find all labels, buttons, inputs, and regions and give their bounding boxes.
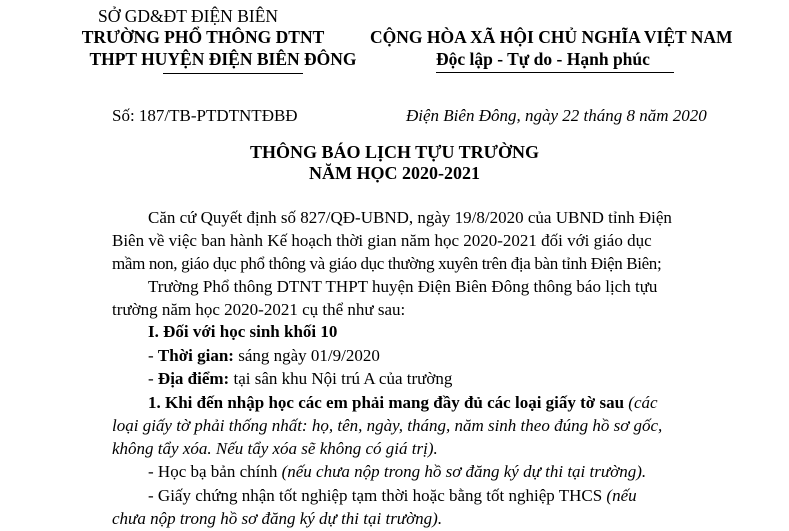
bullet-2-note-start: (nếu — [606, 486, 637, 505]
place-value: tại sân khu Nội trú A của trường — [229, 369, 453, 388]
bullet-2-line-2: chưa nộp trong hồ sơ đăng ký dự thi tại trường). — [112, 509, 443, 528]
national-motto: Độc lập - Tự do - Hạnh phúc — [436, 49, 650, 69]
time-value: sáng ngày 01/9/2020 — [233, 346, 380, 365]
place-and-date: Điện Biên Đông, ngày 22 tháng 8 năm 2020 — [406, 106, 707, 125]
bullet-1-note: (nếu chưa nộp trong hồ sơ đăng ký dự thi tại trường). — [281, 462, 647, 481]
country-name: CỘNG HÒA XÃ HỘI CHỦ NGHĨA VIỆT NAM — [370, 27, 733, 47]
paragraph-1-line-2: Biên về việc ban hành Kế hoạch thời gian năm học 2020-2021 đối với giáo dục — [112, 231, 652, 250]
school-name-line2: THPT HUYỆN ĐIỆN BIÊN ĐÔNG — [89, 49, 357, 69]
paragraph-1-line-1: Căn cứ Quyết định số 827/QĐ-UBND, ngày 19/8/2020 của UBND tỉnh Điện — [148, 208, 672, 227]
bullet-2 — [148, 486, 637, 506]
school-name-line1: TRƯỜNG PHỔ THÔNG DTNT — [81, 27, 325, 47]
document-title-line1: THÔNG BÁO LỊCH TỰU TRƯỜNG — [249, 142, 540, 162]
time-label: Thời gian: — [157, 346, 234, 365]
bullet-2-text: - Giấy chứng nhận tốt nghiệp tạm thời hoặc bằng tốt nghiệp THCS — [148, 486, 607, 505]
item-1-bold: 1. Khi đến nhập học các em phải mang đầy đủ các loại giấy tờ sau — [148, 393, 625, 412]
agency-name: SỞ GD&ĐT ĐIỆN BIÊN — [98, 6, 279, 26]
document-number: Số: 187/TB-PTDTNTĐBĐ — [112, 106, 298, 125]
paragraph-2-line-2: trường năm học 2020-2021 cụ thể như sau: — [112, 300, 406, 319]
bullet-1-text: - Học bạ bản chính — [148, 462, 282, 481]
time-dash: - — [148, 346, 158, 365]
item-1-line-2: loại giấy tờ phải thống nhất: họ, tên, ngày, tháng, năm sinh theo đúng hồ sơ gốc, — [112, 416, 663, 435]
place-label: Địa điểm: — [157, 369, 230, 388]
paragraph-2-line-1: Trường Phổ thông DTNT THPT huyện Điện Biên Đông thông báo lịch tựu — [148, 277, 658, 296]
header-left-underline — [163, 73, 303, 74]
item-1-line-1 — [148, 393, 658, 413]
item-1-line-3: không tẩy xóa. Nếu tẩy xóa sẽ không có giá trị). — [112, 439, 438, 458]
section-1-heading: I. Đối với học sinh khối 10 — [148, 322, 338, 341]
bullet-1 — [148, 462, 646, 482]
place-row — [148, 369, 452, 389]
place-dash: - — [148, 369, 158, 388]
item-1-italic-start: (các — [624, 393, 658, 412]
motto-underline — [436, 72, 674, 73]
document-title-line2: NĂM HỌC 2020-2021 — [309, 163, 480, 183]
time-row — [148, 346, 380, 366]
paragraph-1-line-3: mầm non, giáo dục phổ thông và giáo dục thường xuyên trên địa bàn tỉnh Điện Biên; — [112, 254, 662, 273]
